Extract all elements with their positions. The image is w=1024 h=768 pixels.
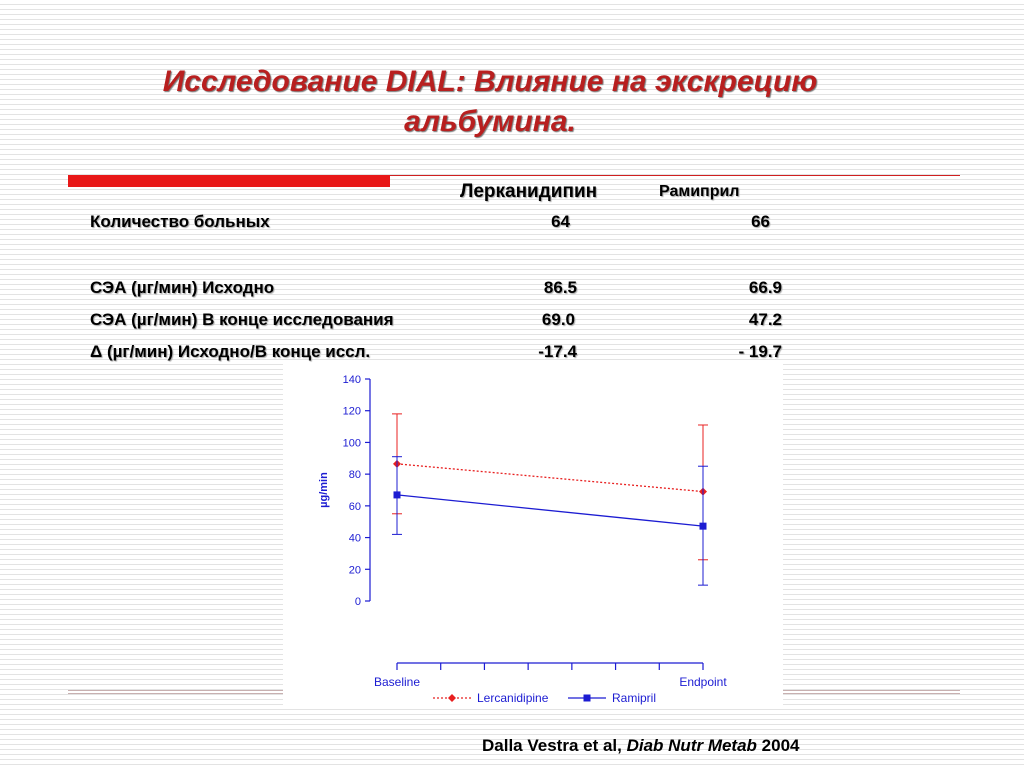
row-label-uae-baseline: СЭА (µг/мин) Исходно	[90, 278, 275, 297]
series-line-ramipril	[397, 495, 703, 526]
col-header-ramipril: Рамиприл	[659, 183, 740, 200]
x-tick-label: Endpoint	[679, 675, 727, 689]
cell-endpoint-ramipril: 47.2	[748, 310, 782, 329]
title-divider	[390, 175, 960, 176]
cell-patients-ramipril: 66	[751, 212, 770, 231]
cell-baseline-lercanidipine: 86.5	[543, 278, 577, 297]
cell-endpoint-lercanidipine: 69.0	[541, 310, 575, 329]
citation-journal: Diab Nutr Metab	[626, 736, 757, 755]
slide-title	[60, 62, 920, 142]
y-tick-label: 0	[354, 596, 361, 608]
albumin-excretion-chart	[283, 363, 783, 708]
cell-baseline-ramipril: 66.9	[748, 278, 782, 297]
citation-year: 2004	[756, 736, 800, 755]
legend-label-lercanidipine: Lercanidipine	[477, 691, 549, 705]
cell-delta-ramipril: - 19.7	[738, 342, 782, 361]
legend-label-ramipril: Ramipril	[612, 691, 657, 705]
legend-marker-lercanidipine	[448, 694, 456, 702]
cell-patients-lercanidipine: 64	[551, 212, 570, 231]
row-label-patients: Количество больных	[90, 212, 270, 231]
cell-delta-lercanidipine: -17.4	[538, 342, 577, 361]
chart-panel	[283, 363, 783, 708]
data-point-ramipril	[394, 491, 401, 498]
y-tick-label: 20	[348, 564, 361, 577]
citation-authors: Dalla Vestra et al,	[482, 736, 627, 755]
y-tick-label: 140	[342, 374, 361, 386]
y-tick-label: 80	[348, 469, 361, 482]
row-label-uae-endpoint: СЭА (µг/мин) В конце исследования	[90, 310, 394, 329]
citation	[482, 736, 799, 756]
col-header-lercanidipine: Лерканидипин	[460, 181, 598, 202]
title-line-1: Исследование DIAL: Влияние на экскрецию	[162, 65, 818, 98]
x-tick-label: Baseline	[373, 675, 421, 689]
y-axis-label: µg/min	[318, 472, 330, 508]
data-point-ramipril	[700, 523, 707, 530]
series-line-lercanidipine	[397, 464, 703, 492]
footer-rule-left	[68, 690, 283, 694]
y-tick-label: 60	[348, 500, 361, 513]
y-tick-label: 40	[348, 532, 361, 545]
title-accent-bar	[68, 175, 390, 187]
title-line-2: альбумина.	[404, 105, 576, 138]
footer-rule-right	[783, 690, 960, 694]
y-tick-label: 120	[342, 405, 361, 418]
y-tick-label: 100	[342, 437, 361, 450]
legend-marker-ramipril	[584, 695, 591, 702]
row-label-delta: Δ (µг/мин) Исходно/В конце иссл.	[90, 342, 371, 361]
